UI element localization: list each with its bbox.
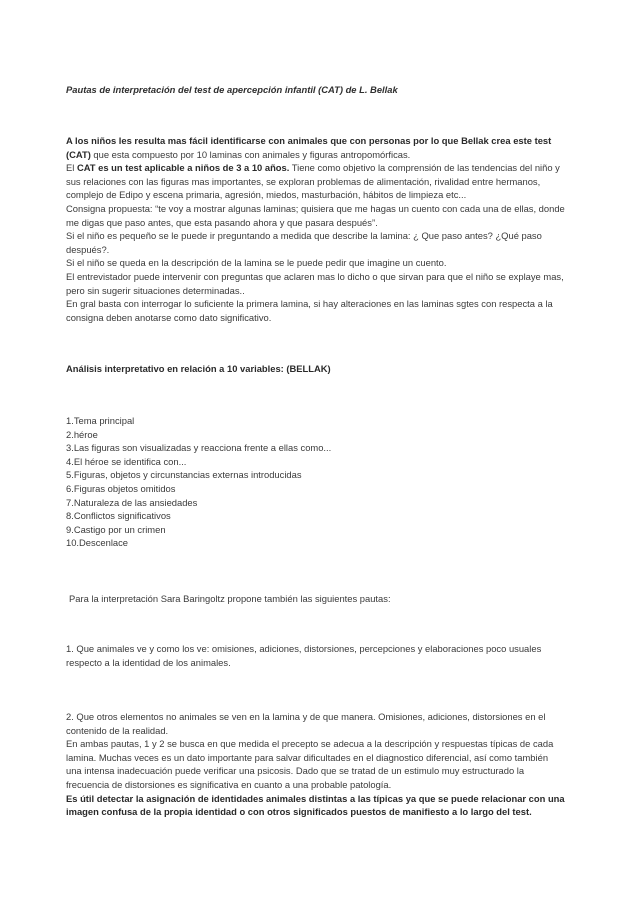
variable-item: 2.héroe bbox=[66, 428, 98, 440]
intro-paragraph-2 bbox=[66, 161, 566, 202]
intro-section bbox=[66, 134, 566, 324]
intro-bold-text: CAT es un test aplicable a niños de 3 a 10 años. bbox=[76, 162, 290, 174]
intro-paragraph-3: Consigna propuesta: “te voy a mostrar algunas laminas; quisiera que me hagas un cuento con cada una de ellas, donde me digas que paso antes, que esta pasando ahora y que pasara después”. bbox=[66, 202, 565, 228]
intro-paragraph-7: En gral basta con interrogar lo suficiente la primera lamina, si hay alteraciones en las laminas sgtes con respecta a la consigna deben anotarse como dato significativo. bbox=[66, 298, 553, 323]
intro-bold-text: A los niños les resulta mas fácil identificarse con animales que con personas por lo que Bellak crea este test (CAT) bbox=[66, 135, 552, 160]
variable-item: 6.Figuras objetos omitidos bbox=[66, 482, 176, 494]
intro-paragraph-6: El entrevistador puede intervenir con preguntas que aclaren mas lo dicho o que sirvan para que el niño se explaye mas, pero sin sugerir situaciones determinadas.. bbox=[66, 270, 564, 296]
variable-item: 4.El héroe se identifica con... bbox=[66, 455, 187, 467]
pauta-2-explanation: En ambas pautas, 1 y 2 se busca en que medida el precepto se adecua a la descripción y respuestas típicas de cada lamina. Muchas veces es un dato importante para salvar dificultades en el diagnostico diferencial, así como también una intensa inadecuación puede verificar una psicosis. Dado que se tratad de un estimulo muy estructurado la frecuencia de distorsiones es significativa en cuanto a una probable patología. bbox=[66, 738, 554, 790]
intro-paragraph-5: Si el niño se queda en la descripción de la lamina se le puede pedir que imagine un cuento. bbox=[66, 257, 447, 269]
intro-text: que esta compuesto por 10 laminas con animales y figuras antropomórficas. bbox=[90, 148, 411, 160]
intro-text: El bbox=[66, 162, 77, 174]
pauta-2-section bbox=[66, 710, 566, 819]
intro-paragraph-4: Si el niño es pequeño se le puede ir preguntando a medida que describe la lamina: ¿ Que paso antes? ¿Qué paso después?. bbox=[66, 230, 542, 255]
document-title: Pautas de interpretación del test de apercepción infantil (CAT) de L. Bellak bbox=[66, 84, 398, 95]
intro-text: Tiene como objetivo la comprensión de las tendencias del niño y sus relaciones con las figuras mas importantes, se exploran problemas de alimentación, rivalidad entre hermanos, complejo de Edipo y escena primaria, agresión, miedos, masturbación, hábitos de limpieza etc... bbox=[66, 162, 560, 201]
variable-item: 7.Naturaleza de las ansiedades bbox=[66, 496, 198, 508]
pauta-2-paragraph: 2. Que otros elementos no animales se ven en la lamina y de que manera. Omisiones, adiciones, distorsiones en el contenido de la realidad. bbox=[66, 711, 546, 736]
variable-item: 5.Figuras, objetos y circunstancias externas introducidas bbox=[66, 469, 302, 481]
analysis-heading: Análisis interpretativo en relación a 10 variables: (BELLAK) bbox=[66, 363, 331, 374]
intro-paragraph-1 bbox=[66, 134, 566, 161]
pauta-2-conclusion: Es útil detectar la asignación de identidades animales distintas a las típicas ya que se puede relacionar con una imagen confusa de la propia identidad o con otros significados puestos de manifiesto a lo largo del test. bbox=[66, 792, 565, 818]
variables-list bbox=[66, 414, 566, 550]
variable-item: 3.Las figuras son visualizadas y reacciona frente a ellas como... bbox=[66, 442, 332, 454]
baringoltz-intro: Para la interpretación Sara Baringoltz propone también las siguientes pautas: bbox=[69, 593, 391, 604]
pauta-1: 1. Que animales ve y como los ve: omisiones, adiciones, distorsiones, percepciones y elaboraciones poco usuales respecto a la identidad de los animales. bbox=[66, 643, 542, 668]
variable-item: 8.Conflictos significativos bbox=[66, 510, 171, 522]
variable-item: 10.Descenlace bbox=[66, 537, 129, 549]
variable-item: 9.Castigo por un crimen bbox=[66, 523, 166, 535]
variable-item: 1.Tema principal bbox=[66, 415, 135, 426]
